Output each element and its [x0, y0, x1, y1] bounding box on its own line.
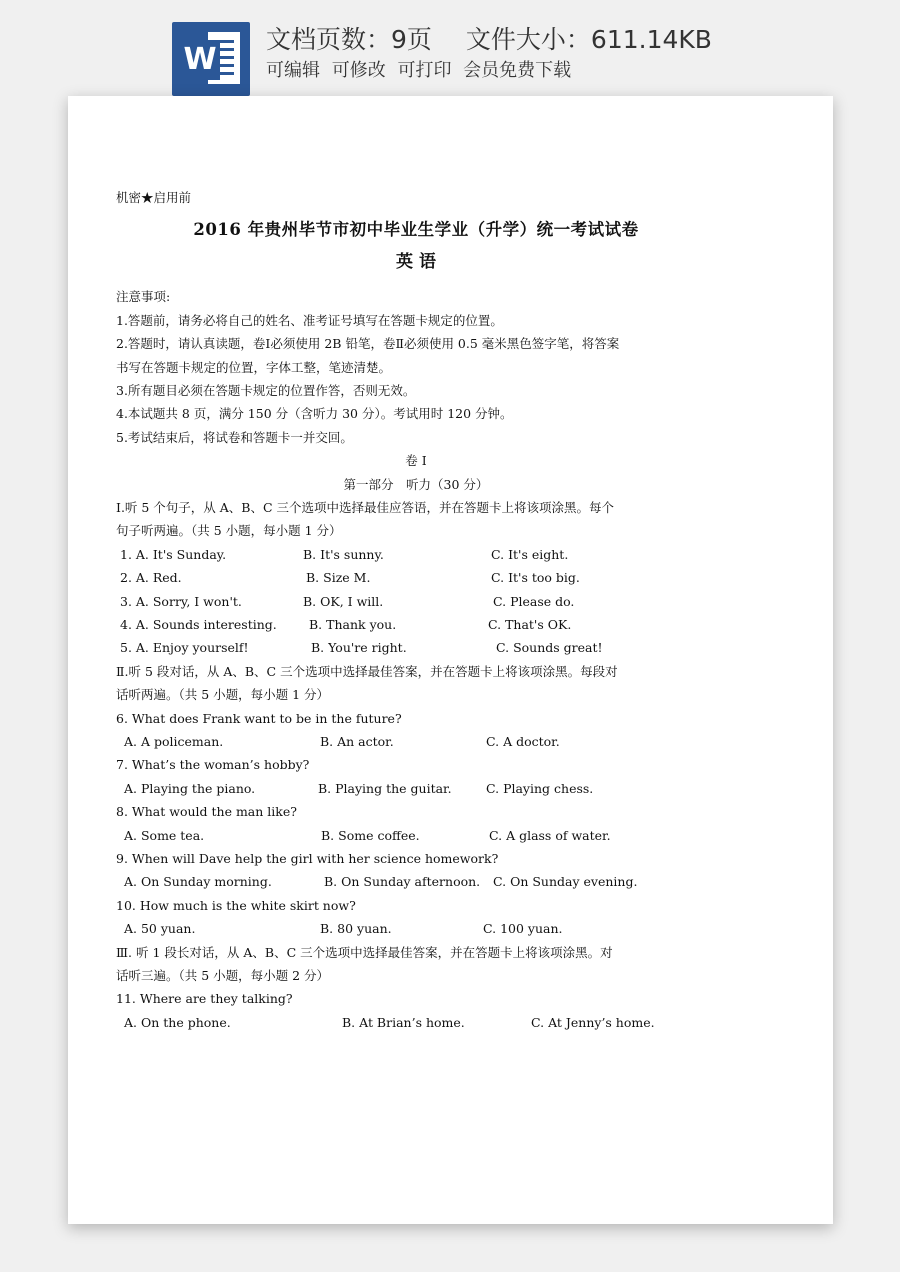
option-c: C. Please do.	[493, 593, 575, 609]
question-options	[116, 730, 716, 753]
question-options	[116, 777, 716, 800]
question-options	[116, 824, 716, 847]
section-instruction: 话听三遍。（共 5 小题，每小题 2 分）	[116, 968, 330, 984]
option-a: 1. A. It's Sunday.	[120, 546, 227, 562]
option-c: C. Playing chess.	[486, 780, 594, 796]
option-b: B. At Brian’s home.	[342, 1014, 465, 1030]
section-instruction: 话听两遍。（共 5 小题，每小题 1 分）	[116, 687, 330, 703]
subject-title: 英 语	[396, 252, 436, 273]
question-options	[116, 917, 716, 940]
option-b: B. Some coffee.	[321, 827, 420, 843]
question-options	[116, 1011, 716, 1034]
file-size: 文件大小：611.14KB	[465, 25, 712, 54]
question-text: 8. What would the man like?	[116, 804, 297, 820]
option-a: 5. A. Enjoy yourself!	[120, 640, 249, 656]
exam-content	[116, 186, 716, 1034]
option-a: A. 50 yuan.	[124, 921, 196, 937]
notice-line: 5.考试结束后，将试卷和答题卡一并交回。	[116, 429, 353, 445]
question-text: 10. How much is the white skirt now?	[116, 897, 356, 913]
option-b: B. You're right.	[311, 640, 407, 656]
file-info	[266, 20, 712, 56]
option-a: A. On the phone.	[124, 1014, 231, 1030]
option-c: C. That's OK.	[488, 617, 572, 633]
option-a: 3. A. Sorry, I won't.	[120, 593, 242, 609]
option-b: B. An actor.	[320, 734, 394, 750]
question-options	[116, 870, 716, 893]
option-b: B. On Sunday afternoon.	[324, 874, 481, 890]
section-instruction: Ⅲ. 听 1 段长对话，从 A、B、C 三个选项中选择最佳答案，并在答题卡上将该项涂黑。对	[116, 944, 613, 960]
option-b: B. Size M.	[306, 570, 371, 586]
question-text: 6. What does Frank want to be in the future?	[116, 710, 402, 726]
option-c: C. It's eight.	[491, 546, 569, 562]
option-a: A. Playing the piano.	[124, 780, 256, 796]
question-options	[116, 566, 716, 589]
option-b: B. It's sunny.	[303, 546, 384, 562]
part-heading: 第一部分 听力（30 分）	[343, 476, 489, 492]
option-c: C. On Sunday evening.	[493, 874, 638, 890]
notice-line: 3.所有题目必须在答题卡规定的位置作答，否则无效。	[116, 383, 416, 399]
option-c: C. A doctor.	[486, 734, 560, 750]
notice-line: 书写在答题卡规定的位置，字体工整，笔迹清楚。	[116, 359, 392, 375]
question-options	[116, 590, 716, 613]
option-b: B. 80 yuan.	[320, 921, 392, 937]
question-text: 11. Where are they talking?	[116, 991, 293, 1007]
question-options	[116, 636, 716, 659]
option-a: A. On Sunday morning.	[124, 874, 272, 890]
download-banner	[0, 0, 900, 100]
option-a: 4. A. Sounds interesting.	[120, 617, 277, 633]
word-document-icon: W	[172, 22, 250, 96]
question-text: 7. What’s the woman’s hobby?	[116, 757, 310, 773]
notice-line: 4.本试题共 8 页，满分 150 分（含听力 30 分）。考试用时 120 分钟。	[116, 406, 513, 422]
volume-heading: 卷 Ⅰ	[405, 453, 427, 469]
option-a: 2. A. Red.	[120, 570, 182, 586]
option-a: A. Some tea.	[124, 827, 205, 843]
option-c: C. A glass of water.	[489, 827, 611, 843]
notice-line: 1.答题前，请务必将自己的姓名、准考证号填写在答题卡规定的位置。	[116, 312, 503, 328]
notice-line: 2.答题时，请认真读题，卷Ⅰ必须使用 2B 铅笔，卷Ⅱ必须使用 0.5 毫米黑色签字笔，将答案	[116, 336, 620, 352]
option-b: B. OK, I will.	[303, 593, 384, 609]
option-b: B. Playing the guitar.	[318, 780, 452, 796]
option-c: C. It's too big.	[491, 570, 580, 586]
option-b: B. Thank you.	[309, 617, 397, 633]
confidential-label: 机密★启用前	[116, 190, 192, 205]
notice-heading: 注意事项:	[116, 289, 171, 305]
option-c: C. At Jenny’s home.	[531, 1014, 655, 1030]
question-options	[116, 543, 716, 566]
option-a: A. A policeman.	[124, 734, 224, 750]
section-instruction: 句子听两遍。（共 5 小题，每小题 1 分）	[116, 523, 342, 539]
feature-list: 可编辑 可修改 可打印 会员免费下载	[266, 60, 572, 81]
question-options	[116, 613, 716, 636]
question-text: 9. When will Dave help the girl with her science homework?	[116, 851, 499, 867]
exam-title: 2016 年贵州毕节市初中毕业生学业（升学）统一考试试卷	[193, 220, 639, 240]
section-instruction: Ⅱ.听 5 段对话，从 A、B、C 三个选项中选择最佳答案，并在答题卡上将该项涂黑。每段对	[116, 663, 618, 679]
option-c: C. 100 yuan.	[483, 921, 563, 937]
page-count: 文档页数：9页	[266, 25, 432, 54]
section-instruction: Ⅰ.听 5 个句子，从 A、B、C 三个选项中选择最佳应答语，并在答题卡上将该项涂黑。每个	[116, 500, 615, 516]
option-c: C. Sounds great!	[496, 640, 603, 656]
